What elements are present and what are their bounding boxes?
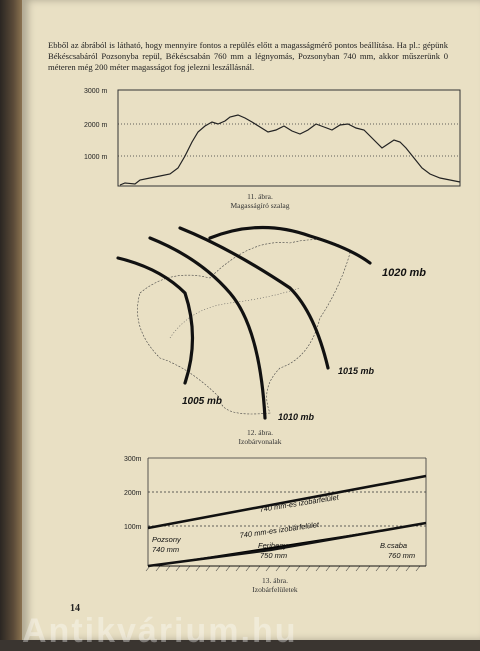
isobar-1010 (150, 238, 265, 418)
y-tick-100: 100m (124, 524, 142, 531)
isobar-map (100, 218, 450, 428)
figure13-number: 13. ábra. (261, 576, 289, 585)
book-spine (0, 0, 22, 640)
figure13-caption (225, 576, 325, 594)
place-ferihegy: Ferihegy (258, 541, 288, 550)
figure12-number: 12. ábra. (246, 428, 274, 437)
y-tick-200: 200m (124, 490, 142, 497)
altitude-chart (80, 84, 470, 190)
isobar-surface-diagram (110, 450, 435, 575)
y-tick-1000: 1000 m (84, 154, 108, 161)
label-1015: 1015 mb (338, 366, 375, 376)
place-bcsaba: B.csaba (380, 541, 408, 550)
figure11-number: 11. ábra. (247, 192, 273, 201)
lower-surface-label: 740 mm-es izobárfelület (239, 519, 320, 540)
upper-surface-label: 740 mm-es izobárfelület (258, 492, 340, 514)
watermark: Antikvárium.hu (22, 612, 298, 650)
altitude-trace (120, 115, 460, 185)
isobar-1020 (210, 227, 370, 263)
figure12-caption (210, 428, 310, 446)
label-1010: 1010 mb (278, 412, 315, 422)
figure12-title: Izobárvonalak (238, 437, 282, 446)
figure11-title: Magasságíró szalag (230, 201, 290, 210)
place-pozsony-value: 740 mm (152, 545, 180, 554)
label-1020: 1020 mb (382, 267, 427, 279)
y-tick-2000: 2000 m (84, 122, 108, 129)
place-pozsony: Pozsony (152, 535, 181, 544)
isobar-1005 (118, 258, 193, 383)
figure13-title: Izobárfelületek (252, 585, 298, 594)
place-bcsaba-value: 760 mm (388, 551, 416, 560)
label-1005: 1005 mb (182, 396, 223, 407)
figure11-caption (200, 192, 320, 210)
place-ferihegy-value: 750 mm (260, 551, 288, 560)
body-paragraph: Ebből az ábrából is látható, hogy mennyire fontos a repülés előtt a magasságmérő pontos beállítása. Ha pl.: gépünk Békéscsabáról Pozsonyba repül, Békéscsabán 760 mm a légnyomás, Pozsonyban 740 mm, akkor műszerünk 0 méteren még 200 méter magasságot fog jelezni leszállásnál. (48, 40, 448, 72)
page-number: 14 (70, 603, 80, 614)
map-outline (138, 240, 351, 414)
y-tick-300: 300m (124, 456, 142, 463)
y-tick-3000: 3000 m (84, 88, 108, 95)
